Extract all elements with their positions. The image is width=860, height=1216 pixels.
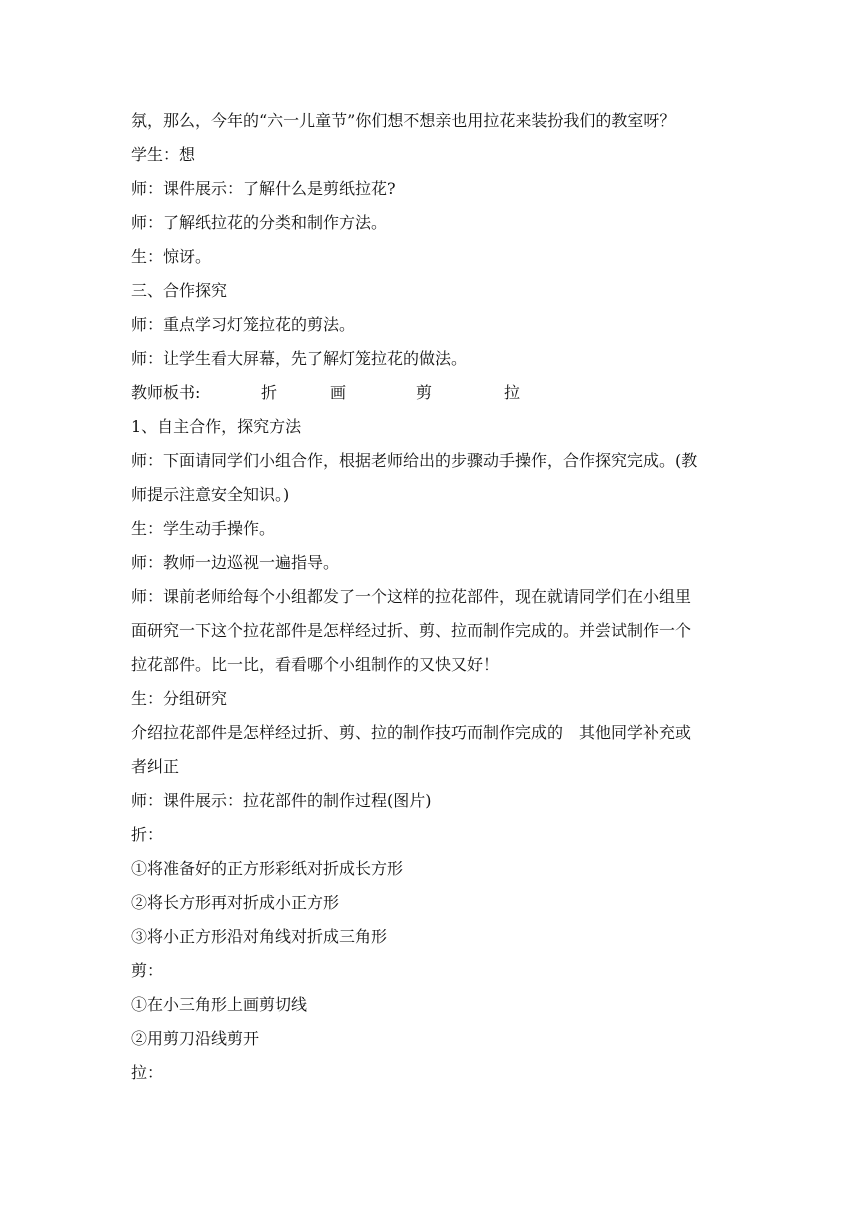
- text-line: 拉花部件。比一比，看看哪个小组制作的又快又好！: [131, 655, 500, 674]
- text-line: 介绍拉花部件是怎样经过折、剪、拉的制作技巧而制作完成的 其他同学补充或: [131, 723, 692, 742]
- blackboard-step-pull: 拉: [504, 383, 521, 402]
- step-item: ②将长方形再对折成小正方形: [131, 893, 340, 912]
- document-body: [131, 104, 735, 1090]
- text-line: 氛，那么，今年的“六一儿童节”你们想不想亲也用拉花来装扮我们的教室呀？: [131, 111, 676, 130]
- step-heading-pull: 拉：: [131, 1063, 164, 1082]
- text-line: 生：学生动手操作。: [131, 519, 276, 538]
- text-line: 面研究一下这个拉花部件是怎样经过折、剪、拉而制作完成的。并尝试制作一个: [131, 621, 692, 640]
- step-item: ①在小三角形上画剪切线: [131, 995, 308, 1014]
- step-item: ②用剪刀沿线剪开: [131, 1029, 260, 1048]
- blackboard-step-cut: 剪: [416, 383, 433, 402]
- text-line: 师：课件展示：了解什么是剪纸拉花?: [131, 179, 396, 198]
- text-line: 师：了解纸拉花的分类和制作方法。: [131, 213, 388, 232]
- text-line: 师：让学生看大屏幕，先了解灯笼拉花的做法。: [131, 349, 468, 368]
- text-line: 学生：想: [131, 145, 196, 164]
- subsection-heading: 1、自主合作，探究方法: [131, 417, 302, 436]
- text-line: 生：惊讶。: [131, 247, 212, 266]
- blackboard-label: 教师板书:: [131, 383, 201, 402]
- text-line: 师：课件展示：拉花部件的制作过程(图片): [131, 791, 432, 810]
- text-line: 生：分组研究: [131, 689, 228, 708]
- text-line: 师：重点学习灯笼拉花的剪法。: [131, 315, 356, 334]
- step-item: ③将小正方形沿对角线对折成三角形: [131, 927, 388, 946]
- blackboard-step-fold: 折: [261, 383, 278, 402]
- text-line: 师：教师一边巡视一遍指导。: [131, 553, 340, 572]
- text-line: 师：课前老师给每个小组都发了一个这样的拉花部件，现在就请同学们在小组里: [131, 587, 692, 606]
- step-heading-cut: 剪：: [131, 961, 164, 980]
- text-line: 师提示注意安全知识。): [131, 485, 290, 504]
- blackboard-step-draw: 画: [330, 383, 347, 402]
- text-line: 者纠正: [131, 757, 180, 776]
- section-heading: 三、合作探究: [131, 281, 228, 300]
- step-item: ①将准备好的正方形彩纸对折成长方形: [131, 859, 404, 878]
- text-line: 师：下面请同学们小组合作，根据老师给出的步骤动手操作，合作探究完成。(教: [131, 451, 698, 470]
- step-heading-fold: 折：: [131, 825, 164, 844]
- blackboard-line: [131, 376, 735, 410]
